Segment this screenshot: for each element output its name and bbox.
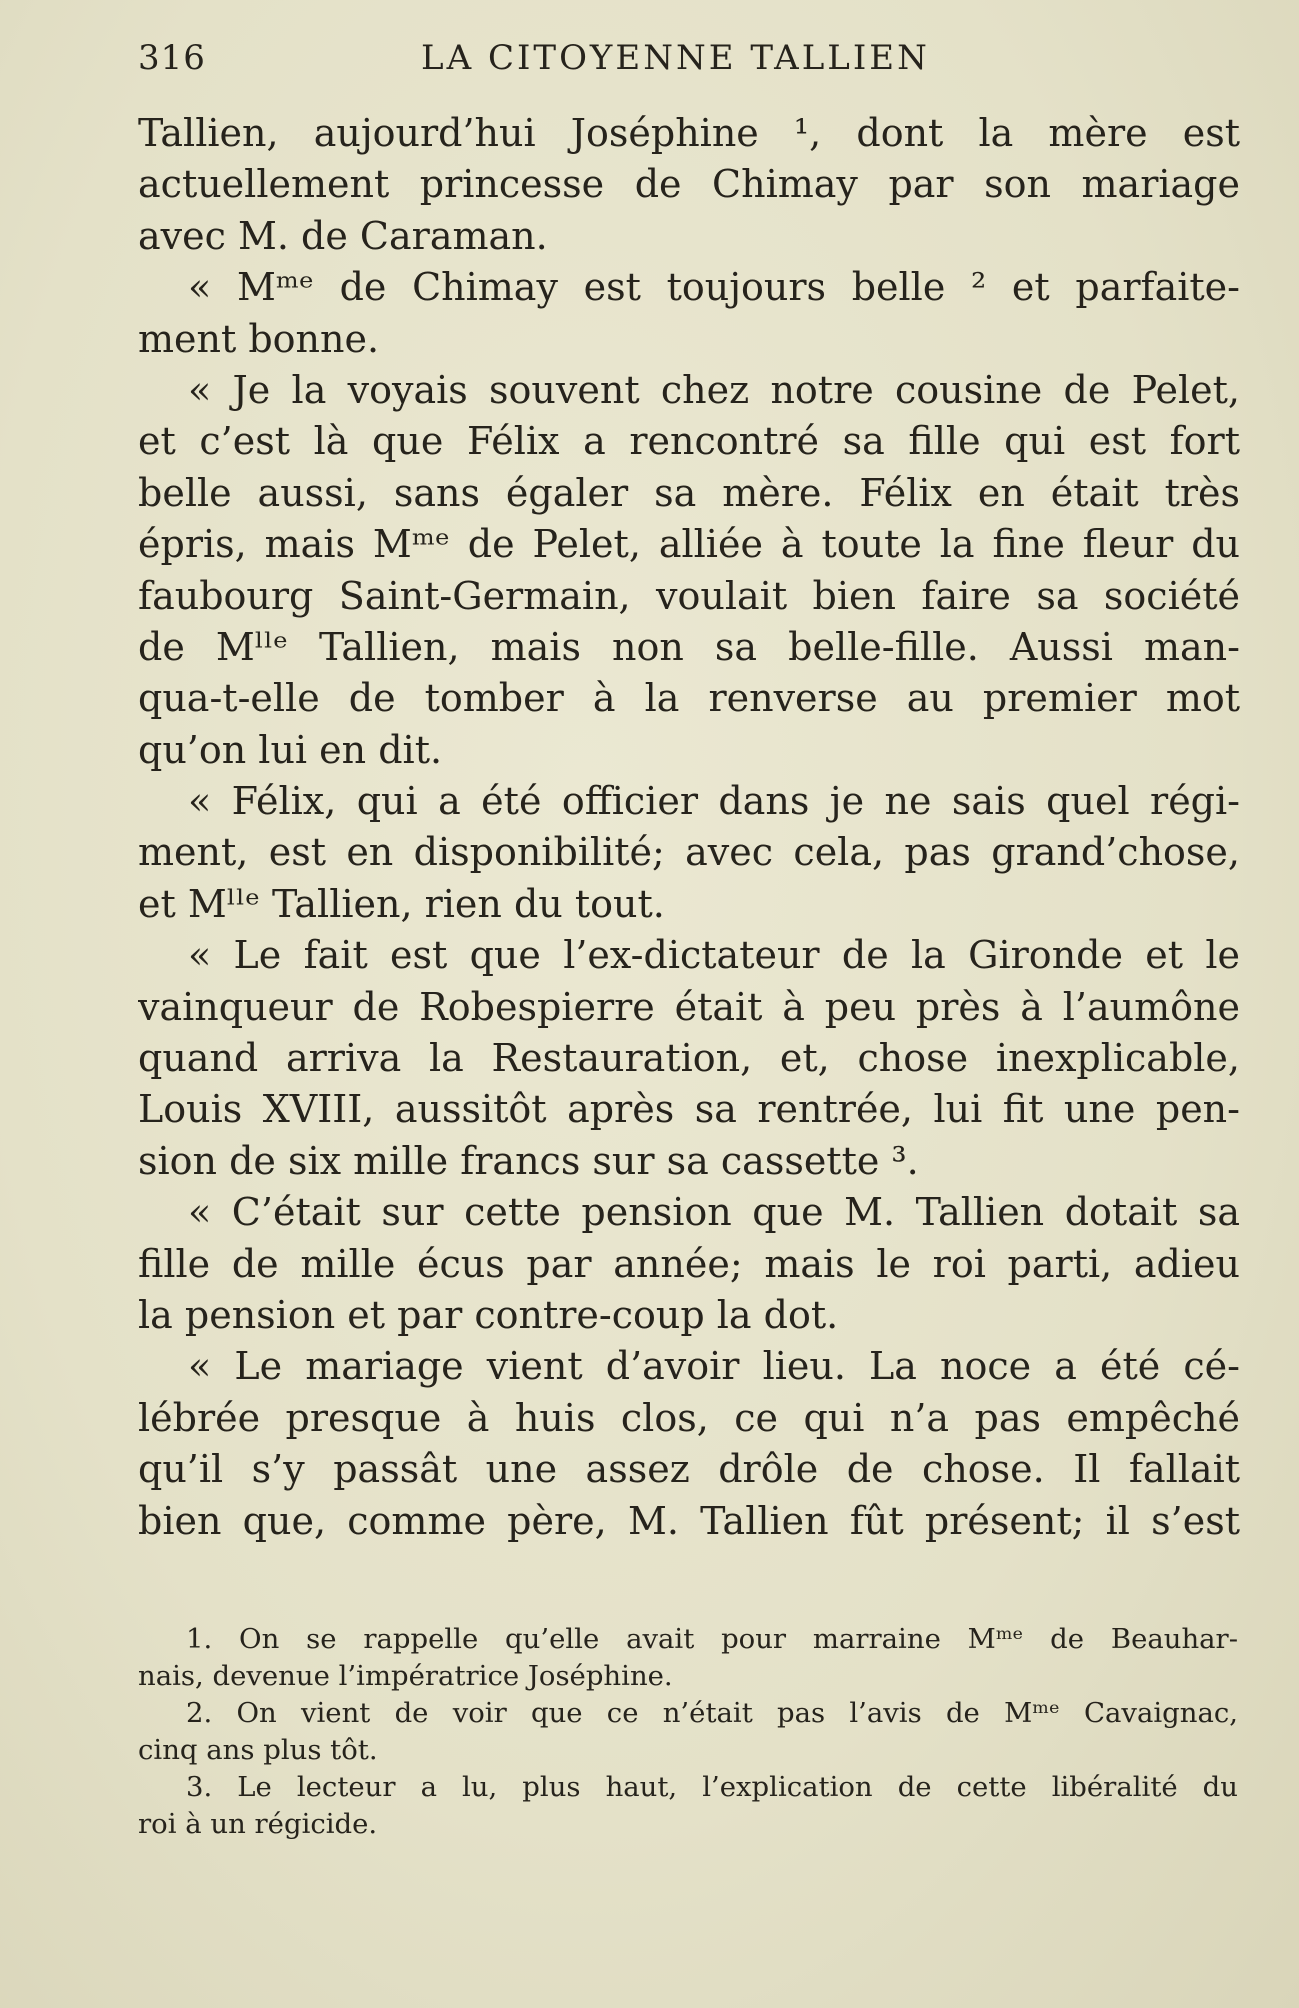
footnote-line: roi à un régicide. — [138, 1808, 378, 1840]
body-line: et Mˡˡᵉ Tallien, rien du tout. — [138, 881, 665, 926]
body-line: « Félix, qui a été officier dans je ne sais quel régi- — [188, 779, 1240, 824]
body-line: qua-t-elle de tomber à la renverse au premier mot — [138, 676, 1240, 721]
body-line: qu’on lui en dit. — [138, 727, 443, 772]
body-text — [138, 108, 1240, 1547]
body-line: Tallien, aujourd’hui Joséphine ¹, dont la mère est — [138, 111, 1240, 155]
body-line: avec M. de Caraman. — [138, 213, 548, 258]
body-line: qu’il s’y passât une assez drôle de chose. Il fallait — [138, 1447, 1240, 1492]
body-line: actuellement princesse de Chimay par son mariage — [138, 162, 1240, 207]
page-number: 316 — [138, 38, 206, 78]
body-line: lébrée presque à huis clos, ce qui n’a pas empêché — [138, 1395, 1240, 1440]
body-line: « Le fait est que l’ex-dictateur de la Gironde et le — [188, 933, 1240, 978]
footnote-line: 1. On se rappelle qu’elle avait pour marraine Mᵐᵉ de Beauhar- — [186, 1623, 1238, 1655]
running-title: LA CITOYENNE TALLIEN — [421, 38, 930, 78]
body-line: sion de six mille francs sur sa cassette ³. — [138, 1138, 919, 1183]
body-line: de Mˡˡᵉ Tallien, mais non sa belle-fille. Aussi man- — [138, 624, 1240, 669]
body-line: « Mᵐᵉ de Chimay est toujours belle ² et parfaite- — [188, 265, 1240, 310]
body-line: belle aussi, sans égaler sa mère. Félix en était très — [138, 470, 1240, 515]
body-line: fille de mille écus par année; mais le roi parti, adieu — [138, 1241, 1240, 1286]
body-line: vainqueur de Robespierre était à peu près à l’aumône — [138, 984, 1240, 1029]
body-line: « C’était sur cette pension que M. Tallien dotait sa — [188, 1190, 1240, 1235]
body-line: quand arriva la Restauration, et, chose inexplicable, — [138, 1036, 1240, 1081]
body-line: ment, est en disponibilité; avec cela, pas grand’chose, — [138, 830, 1240, 875]
footnote-line: 2. On vient de voir que ce n’était pas l’avis de Mᵐᵉ Cavaignac, — [186, 1697, 1238, 1729]
footnotes — [138, 1621, 1238, 1843]
body-line: épris, mais Mᵐᵉ de Pelet, alliée à toute la fine fleur du — [138, 522, 1240, 567]
body-line: Louis XVIII, aussitôt après sa rentrée, lui fit une pen- — [138, 1087, 1240, 1132]
body-line: « Le mariage vient d’avoir lieu. La noce a été cé- — [188, 1344, 1240, 1389]
body-line: et c’est là que Félix a rencontré sa fille qui est fort — [138, 419, 1240, 464]
body-line: faubourg Saint-Germain, voulait bien faire sa société — [138, 573, 1240, 618]
body-line: bien que, comme père, M. Tallien fût présent; il s’est — [138, 1498, 1240, 1543]
body-line: ment bonne. — [138, 316, 380, 361]
footnote-line: 3. Le lecteur a lu, plus haut, l’explication de cette libéralité du — [186, 1771, 1238, 1803]
footnote-line: cinq ans plus tôt. — [138, 1734, 378, 1766]
page-header — [138, 38, 1238, 88]
footnote-line: nais, devenue l’impératrice Joséphine. — [138, 1660, 673, 1692]
body-line: « Je la voyais souvent chez notre cousine de Pelet, — [188, 367, 1240, 412]
body-line: la pension et par contre-coup la dot. — [138, 1292, 839, 1337]
